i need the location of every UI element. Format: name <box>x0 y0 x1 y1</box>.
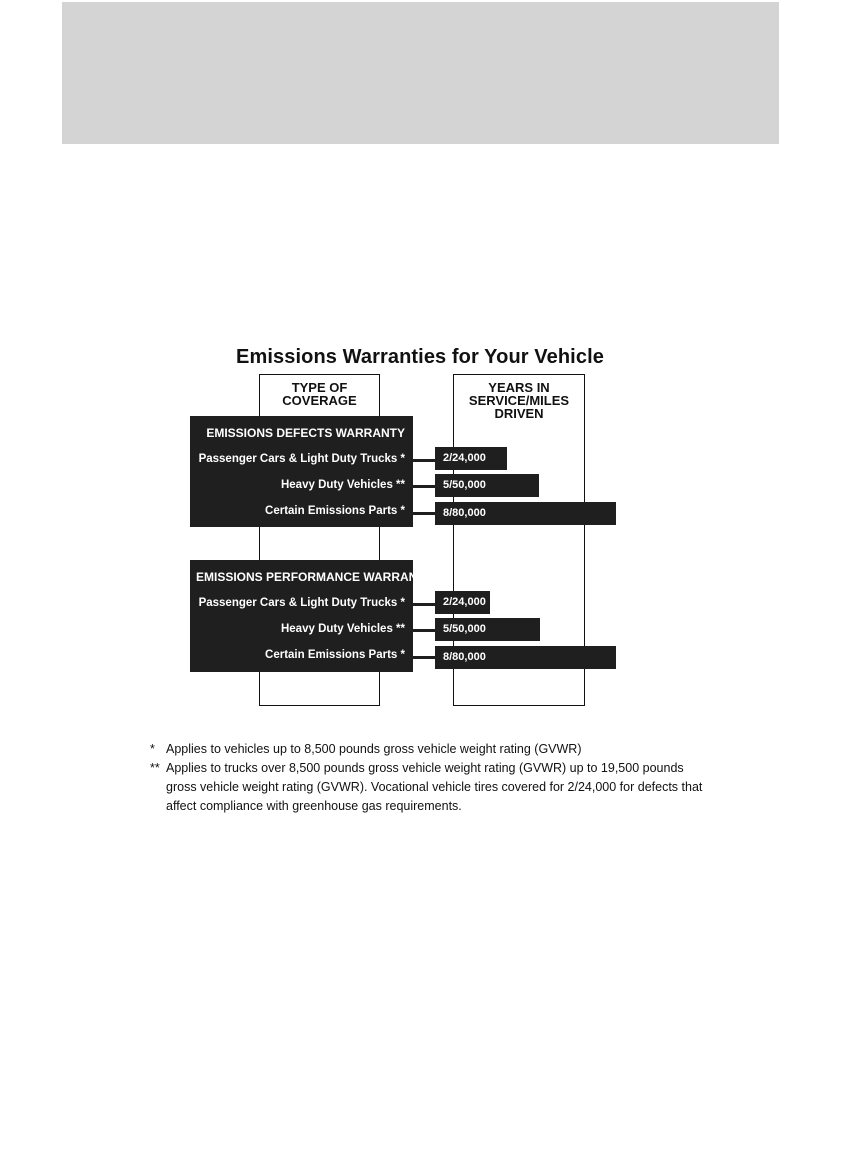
row-label: Heavy Duty Vehicles ** <box>280 623 405 635</box>
connector-line <box>413 629 435 632</box>
connector-line <box>413 656 435 659</box>
connector-line <box>413 485 435 488</box>
coverage-type-header: TYPE OF COVERAGE <box>282 380 357 408</box>
footnote-mark: * <box>150 742 155 756</box>
coverage-bar: 2/24,000 <box>435 447 507 470</box>
footnotes <box>150 740 710 816</box>
coverage-bar: 2/24,000 <box>435 591 490 614</box>
row-label: Passenger Cars & Light Duty Trucks * <box>198 597 405 609</box>
footnote-mark: ** <box>150 761 160 775</box>
row-label: Certain Emissions Parts * <box>265 649 405 661</box>
footnote-text: Applies to trucks over 8,500 pounds gross vehicle weight rating (GVWR) up to 19,500 pounds gross vehicle weight rating (GVWR). Vocational vehicle tires covered for 2/24,000 for defects that affect compliance with greenhouse gas requirements. <box>166 761 703 813</box>
diagram-title: Emissions Warranties for Your Vehicle <box>236 346 604 368</box>
years-miles-header: YEARS IN SERVICE/MILES DRIVEN <box>468 380 570 421</box>
coverage-bar: 8/80,000 <box>435 502 616 525</box>
row-label: Passenger Cars & Light Duty Trucks * <box>198 453 405 465</box>
coverage-bar: 5/50,000 <box>435 618 540 641</box>
coverage-bar: 8/80,000 <box>435 646 616 669</box>
emissions-defects-block <box>190 416 413 527</box>
section-title: EMISSIONS DEFECTS WARRANTY <box>206 426 405 440</box>
header-band <box>62 2 779 144</box>
emissions-performance-block <box>190 560 433 672</box>
row-label: Certain Emissions Parts * <box>265 505 405 517</box>
section-title: EMISSIONS PERFORMANCE WARRANTY <box>196 570 433 584</box>
coverage-bar: 5/50,000 <box>435 474 539 497</box>
footnote <box>150 740 710 759</box>
connector-line <box>413 603 435 606</box>
row-label: Heavy Duty Vehicles ** <box>280 479 405 491</box>
footnote-text: Applies to vehicles up to 8,500 pounds gross vehicle weight rating (GVWR) <box>166 742 582 756</box>
connector-line <box>413 512 435 515</box>
connector-line <box>413 459 435 462</box>
footnote <box>150 759 710 816</box>
